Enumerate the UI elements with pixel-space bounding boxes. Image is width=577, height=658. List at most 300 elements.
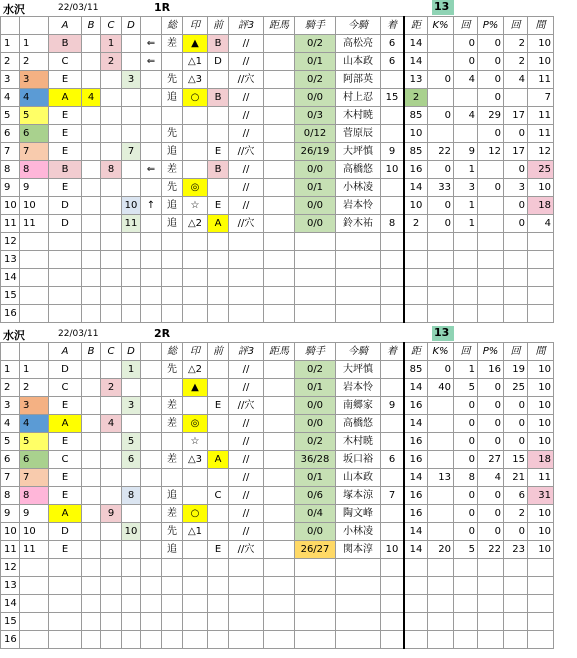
grade-c-cell: 2 (101, 53, 122, 71)
table-row (1, 613, 554, 631)
runs-cell (454, 269, 478, 287)
distance-cell: 85 (404, 361, 428, 379)
finish-cell (381, 415, 405, 433)
table-row (1, 469, 554, 487)
grade-a-cell: C (49, 379, 82, 397)
mark-cell[interactable] (183, 107, 208, 125)
distance-cell: 14 (404, 53, 428, 71)
table-row (1, 541, 554, 559)
mark-cell[interactable]: ☆ (183, 197, 208, 215)
runs2-cell: 17 (504, 107, 528, 125)
dist-horse-cell (264, 161, 295, 179)
gate-num-cell: 4 (20, 415, 49, 433)
horse-num-cell: 13 (1, 251, 20, 269)
grade-b-cell (82, 305, 101, 323)
p-pct-cell (478, 215, 504, 233)
interval-cell: 18 (528, 451, 554, 469)
mark-cell[interactable]: ○ (183, 89, 208, 107)
finish-cell: 10 (381, 161, 405, 179)
mark-cell[interactable] (183, 305, 208, 323)
runs2-cell: 23 (504, 541, 528, 559)
dist-horse-cell (264, 269, 295, 287)
table-row (1, 451, 554, 469)
jockey-cell: 山本政 (336, 53, 381, 71)
arrow-cell: ⇐ (141, 161, 162, 179)
interval-cell: 10 (528, 433, 554, 451)
grade-c-cell (101, 631, 122, 649)
distance-cell: 85 (404, 143, 428, 161)
interval-cell: 4 (528, 215, 554, 233)
jockey-cell: 村上忍 (336, 89, 381, 107)
mark-cell[interactable] (183, 577, 208, 595)
arrow-cell (141, 233, 162, 251)
runs2-cell: 2 (504, 53, 528, 71)
table-row (1, 505, 554, 523)
horse-num-cell: 7 (1, 469, 20, 487)
jockey-record-cell: 0/0 (295, 415, 336, 433)
runs2-cell: 6 (504, 487, 528, 505)
p-pct-cell (478, 287, 504, 305)
distance-cell (404, 233, 428, 251)
prev-cell (208, 577, 229, 595)
mark-cell[interactable] (183, 595, 208, 613)
runs2-cell (504, 577, 528, 595)
p-pct-cell: 0 (478, 505, 504, 523)
k-pct-cell (428, 487, 454, 505)
mark-cell[interactable]: ◎ (183, 179, 208, 197)
grade-c-cell (101, 433, 122, 451)
gate-num-cell: 11 (20, 541, 49, 559)
grade-d-cell: 10 (122, 523, 141, 541)
gate-num-cell: 2 (20, 379, 49, 397)
grade-b-cell (82, 487, 101, 505)
arrow-cell (141, 143, 162, 161)
mark-cell[interactable] (183, 559, 208, 577)
interval-cell (528, 559, 554, 577)
horse-num-cell: 8 (1, 487, 20, 505)
runs2-cell: 25 (504, 379, 528, 397)
jockey-cell: 岩本怜 (336, 197, 381, 215)
table-row (1, 523, 554, 541)
style-cell: 先 (162, 179, 183, 197)
mark-cell[interactable] (183, 469, 208, 487)
mark-cell[interactable]: ○ (183, 505, 208, 523)
mark-cell[interactable] (183, 487, 208, 505)
runs-cell: 1 (454, 161, 478, 179)
header-grade-d: D (122, 17, 141, 35)
grade-b-cell (82, 595, 101, 613)
gate-num-cell: 7 (20, 143, 49, 161)
grade-a-cell (49, 577, 82, 595)
horse-num-cell: 13 (1, 577, 20, 595)
eval3-cell: // (229, 379, 264, 397)
table-row (1, 107, 554, 125)
mark-cell[interactable]: △2 (183, 215, 208, 233)
grade-c-cell (101, 269, 122, 287)
p-pct-cell: 0 (478, 415, 504, 433)
mark-cell[interactable] (183, 269, 208, 287)
mark-cell[interactable] (183, 161, 208, 179)
runs-cell: 1 (454, 361, 478, 379)
prev-cell (208, 125, 229, 143)
grade-b-cell (82, 379, 101, 397)
runs-cell: 4 (454, 107, 478, 125)
header-jockey: 今騎 (336, 343, 381, 361)
runs-cell: 0 (454, 397, 478, 415)
header-gate-num (20, 17, 49, 35)
mark-cell[interactable] (183, 251, 208, 269)
jockey-cell: 小林凌 (336, 179, 381, 197)
grade-c-cell (101, 215, 122, 233)
gate-num-cell (20, 305, 49, 323)
header-grade-c: C (101, 17, 122, 35)
distance-cell: 2 (404, 89, 428, 107)
k-pct-cell (428, 631, 454, 649)
finish-cell: 6 (381, 35, 405, 53)
prev-cell (208, 469, 229, 487)
mark-cell[interactable]: △1 (183, 523, 208, 541)
grade-d-cell: 3 (122, 397, 141, 415)
horse-num-cell: 3 (1, 71, 20, 89)
p-pct-cell: 0 (478, 397, 504, 415)
mark-cell[interactable] (183, 541, 208, 559)
jockey-cell (336, 631, 381, 649)
race-1r-panel (0, 0, 577, 323)
runs-cell (454, 233, 478, 251)
grade-a-cell (49, 269, 82, 287)
grade-a-cell: E (49, 179, 82, 197)
mark-cell[interactable] (183, 287, 208, 305)
k-pct-cell: 13 (428, 469, 454, 487)
prev-cell (208, 71, 229, 89)
interval-cell: 12 (528, 143, 554, 161)
interval-cell: 10 (528, 541, 554, 559)
mark-cell[interactable] (183, 143, 208, 161)
mark-cell[interactable] (183, 613, 208, 631)
header-eval3: 評3 (229, 343, 264, 361)
style-cell (162, 379, 183, 397)
grade-c-cell (101, 107, 122, 125)
mark-cell[interactable]: ▲ (183, 35, 208, 53)
arrow-cell (141, 541, 162, 559)
arrow-cell (141, 125, 162, 143)
jockey-record-cell: 0/2 (295, 361, 336, 379)
jockey-cell: 陶文峰 (336, 505, 381, 523)
header-horse-num (1, 343, 20, 361)
prev-cell (208, 379, 229, 397)
gate-num-cell (20, 577, 49, 595)
p-pct-cell: 0 (478, 53, 504, 71)
k-pct-cell (428, 125, 454, 143)
gate-num-cell (20, 613, 49, 631)
arrow-cell: ⇐ (141, 35, 162, 53)
jockey-record-cell: 0/0 (295, 397, 336, 415)
header-eval3: 評3 (229, 17, 264, 35)
horse-num-cell: 16 (1, 305, 20, 323)
style-cell: 差 (162, 415, 183, 433)
grade-b-cell (82, 505, 101, 523)
k-pct-cell (428, 415, 454, 433)
gate-num-cell (20, 559, 49, 577)
table-row (1, 577, 554, 595)
runs-cell: 1 (454, 197, 478, 215)
jockey-record-cell: 0/0 (295, 215, 336, 233)
mark-cell[interactable]: △3 (183, 71, 208, 89)
jockey-cell (336, 613, 381, 631)
prev-cell: A (208, 451, 229, 469)
mark-cell[interactable]: ◎ (183, 415, 208, 433)
jockey-record-cell: 0/6 (295, 487, 336, 505)
p-pct-cell: 0 (478, 89, 504, 107)
eval3-cell: // (229, 505, 264, 523)
eval3-cell: //穴 (229, 71, 264, 89)
grade-d-cell: 11 (122, 215, 141, 233)
style-cell (162, 287, 183, 305)
runs-cell (454, 251, 478, 269)
dist-horse-cell (264, 631, 295, 649)
grade-c-cell (101, 71, 122, 89)
grade-d-cell (122, 161, 141, 179)
runs2-cell (504, 595, 528, 613)
runs-cell: 1 (454, 215, 478, 233)
gate-num-cell: 10 (20, 523, 49, 541)
jockey-record-cell: 0/0 (295, 197, 336, 215)
jockey-cell: 阿部英 (336, 71, 381, 89)
header-runs: 回 (454, 17, 478, 35)
grade-b-cell (82, 523, 101, 541)
arrow-cell (141, 179, 162, 197)
horse-num-cell: 9 (1, 179, 20, 197)
k-pct-cell (428, 613, 454, 631)
grade-d-cell (122, 233, 141, 251)
runs2-cell: 0 (504, 197, 528, 215)
grade-d-cell (122, 107, 141, 125)
race-table (0, 342, 554, 649)
table-row (1, 397, 554, 415)
interval-cell: 11 (528, 469, 554, 487)
eval3-cell (229, 613, 264, 631)
horse-num-cell: 4 (1, 415, 20, 433)
jockey-cell: 小林凌 (336, 523, 381, 541)
grade-b-cell (82, 541, 101, 559)
mark-cell[interactable]: ▲ (183, 379, 208, 397)
header-jockey: 今騎 (336, 17, 381, 35)
prev-cell (208, 107, 229, 125)
header-interval: 間 (528, 343, 554, 361)
jockey-record-cell: 0/2 (295, 433, 336, 451)
interval-cell: 10 (528, 53, 554, 71)
runner-count: 13 (432, 0, 454, 15)
arrow-cell (141, 613, 162, 631)
grade-b-cell (82, 71, 101, 89)
p-pct-cell (478, 577, 504, 595)
grade-a-cell: D (49, 215, 82, 233)
arrow-cell (141, 89, 162, 107)
jockey-record-cell: 0/3 (295, 107, 336, 125)
table-row (1, 433, 554, 451)
table-header-row (1, 343, 554, 361)
style-cell: 追 (162, 89, 183, 107)
style-cell (162, 107, 183, 125)
grade-a-cell: E (49, 541, 82, 559)
interval-cell (528, 613, 554, 631)
arrow-cell (141, 487, 162, 505)
jockey-cell: 大坪慎 (336, 143, 381, 161)
jockey-cell: 木村暁 (336, 433, 381, 451)
arrow-cell (141, 523, 162, 541)
prev-cell: A (208, 215, 229, 233)
finish-cell (381, 107, 405, 125)
grade-a-cell: E (49, 487, 82, 505)
finish-cell (381, 361, 405, 379)
mark-cell[interactable] (183, 631, 208, 649)
dist-horse-cell (264, 523, 295, 541)
grade-b-cell (82, 451, 101, 469)
prev-cell: B (208, 89, 229, 107)
p-pct-cell (478, 631, 504, 649)
eval3-cell (229, 577, 264, 595)
p-pct-cell: 0 (478, 523, 504, 541)
horse-num-cell: 2 (1, 379, 20, 397)
p-pct-cell (478, 595, 504, 613)
header-mark: 印 (183, 17, 208, 35)
distance-cell: 85 (404, 107, 428, 125)
prev-cell: E (208, 197, 229, 215)
arrow-cell (141, 433, 162, 451)
prev-cell (208, 613, 229, 631)
grade-b-cell (82, 469, 101, 487)
finish-cell: 8 (381, 215, 405, 233)
mark-cell[interactable]: △2 (183, 361, 208, 379)
grade-a-cell (49, 305, 82, 323)
finish-cell (381, 269, 405, 287)
mark-cell[interactable] (183, 233, 208, 251)
grade-c-cell: 1 (101, 35, 122, 53)
finish-cell: 15 (381, 89, 405, 107)
runs2-cell: 0 (504, 215, 528, 233)
jockey-record-cell (295, 251, 336, 269)
grade-d-cell (122, 469, 141, 487)
table-row (1, 559, 554, 577)
horse-num-cell: 8 (1, 161, 20, 179)
race-header (0, 0, 577, 16)
k-pct-cell (428, 233, 454, 251)
k-pct-cell: 0 (428, 361, 454, 379)
arrow-cell (141, 595, 162, 613)
grade-d-cell: 3 (122, 71, 141, 89)
interval-cell: 11 (528, 125, 554, 143)
eval3-cell: //穴 (229, 397, 264, 415)
finish-cell (381, 71, 405, 89)
k-pct-cell (428, 451, 454, 469)
runs2-cell: 19 (504, 361, 528, 379)
finish-cell (381, 595, 405, 613)
header-style: 総 (162, 17, 183, 35)
header-k-pct: K% (428, 343, 454, 361)
finish-cell (381, 287, 405, 305)
eval3-cell: // (229, 35, 264, 53)
jockey-record-cell: 0/1 (295, 179, 336, 197)
style-cell (162, 631, 183, 649)
horse-num-cell: 16 (1, 631, 20, 649)
eval3-cell (229, 287, 264, 305)
mark-cell[interactable]: △3 (183, 451, 208, 469)
runs2-cell: 0 (504, 397, 528, 415)
jockey-record-cell: 36/28 (295, 451, 336, 469)
runs2-cell (504, 89, 528, 107)
mark-cell[interactable] (183, 397, 208, 415)
header-finish: 着 (381, 17, 405, 35)
style-cell (162, 469, 183, 487)
table-row (1, 305, 554, 323)
runs2-cell: 0 (504, 523, 528, 541)
gate-num-cell (20, 251, 49, 269)
interval-cell: 7 (528, 89, 554, 107)
dist-horse-cell (264, 143, 295, 161)
header-prev: 前 (208, 17, 229, 35)
eval3-cell: // (229, 469, 264, 487)
grade-d-cell (122, 251, 141, 269)
horse-num-cell: 12 (1, 559, 20, 577)
p-pct-cell (478, 269, 504, 287)
gate-num-cell: 4 (20, 89, 49, 107)
prev-cell (208, 233, 229, 251)
interval-cell: 10 (528, 505, 554, 523)
style-cell: 追 (162, 143, 183, 161)
distance-cell: 14 (404, 415, 428, 433)
gate-num-cell (20, 595, 49, 613)
horse-num-cell: 5 (1, 107, 20, 125)
arrow-cell (141, 451, 162, 469)
runs-cell (454, 89, 478, 107)
finish-cell: 9 (381, 143, 405, 161)
interval-cell: 10 (528, 415, 554, 433)
prev-cell (208, 595, 229, 613)
mark-cell[interactable]: ☆ (183, 433, 208, 451)
distance-cell (404, 269, 428, 287)
arrow-cell (141, 469, 162, 487)
k-pct-cell: 0 (428, 197, 454, 215)
arrow-cell (141, 71, 162, 89)
k-pct-cell (428, 433, 454, 451)
mark-cell[interactable]: △1 (183, 53, 208, 71)
k-pct-cell (428, 523, 454, 541)
grade-b-cell (82, 397, 101, 415)
distance-cell: 14 (404, 35, 428, 53)
jockey-record-cell: 0/2 (295, 71, 336, 89)
gate-num-cell (20, 269, 49, 287)
horse-num-cell: 4 (1, 89, 20, 107)
distance-cell: 2 (404, 215, 428, 233)
grade-d-cell (122, 89, 141, 107)
mark-cell[interactable] (183, 125, 208, 143)
distance-cell (404, 287, 428, 305)
dist-horse-cell (264, 125, 295, 143)
finish-cell (381, 577, 405, 595)
jockey-record-cell: 0/12 (295, 125, 336, 143)
prev-cell (208, 523, 229, 541)
k-pct-cell (428, 53, 454, 71)
k-pct-cell (428, 269, 454, 287)
interval-cell: 10 (528, 35, 554, 53)
p-pct-cell: 0 (478, 125, 504, 143)
race-table (0, 16, 554, 323)
interval-cell (528, 269, 554, 287)
grade-d-cell: 1 (122, 361, 141, 379)
runs-cell (454, 125, 478, 143)
interval-cell: 18 (528, 197, 554, 215)
dist-horse-cell (264, 305, 295, 323)
